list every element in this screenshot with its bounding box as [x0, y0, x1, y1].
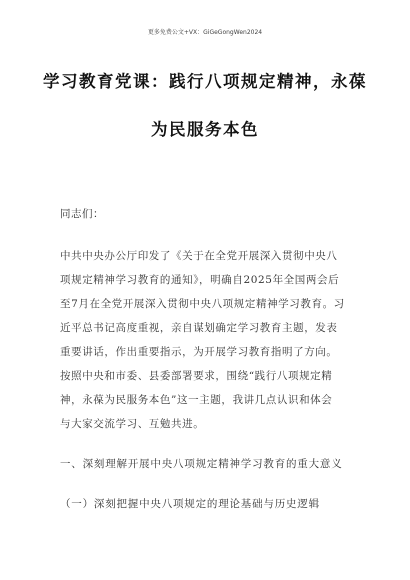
- paragraph-line: 与大家交流学习、互勉共进。: [60, 418, 205, 430]
- paragraph-line: 重要讲话，作出重要指示，为开展学习教育指明了方向。: [60, 346, 338, 358]
- paragraph-line: 近平总书记高度重视，亲自谋划确定学习教育主题，发表: [60, 322, 338, 334]
- document-title-line-2: 为民服务本色: [151, 120, 259, 139]
- section-heading-1: 一、深刻理解开展中央八项规定精神学习教育的重大意义: [60, 458, 343, 470]
- paragraph-line: 至7月在全党开展深入贯彻中央八项规定精神学习教育。习: [60, 298, 345, 310]
- paragraph-line: 按照中央和市委、县委部署要求，围绕“践行八项规定精: [60, 370, 333, 382]
- paragraph-line: 中共中央办公厅印发了《关于在全党开展深入贯彻中央八: [60, 250, 338, 262]
- paragraph-line: 神，永葆为民服务本色”这一主题，我讲几点认识和体会: [60, 394, 333, 406]
- subsection-heading-1: （一）深刻把握中央八项规定的理论基础与历史逻辑: [60, 498, 320, 510]
- paragraph-line: 项规定精神学习教育的通知》，明确自2025年全国两会后: [60, 274, 340, 286]
- page-header-note: 更多免费公文+VX：GiGeGongWen2024: [147, 29, 263, 36]
- greeting: 同志们：: [60, 208, 104, 220]
- document-title-line-1: 学习教育党课：践行八项规定精神，永葆: [43, 72, 367, 91]
